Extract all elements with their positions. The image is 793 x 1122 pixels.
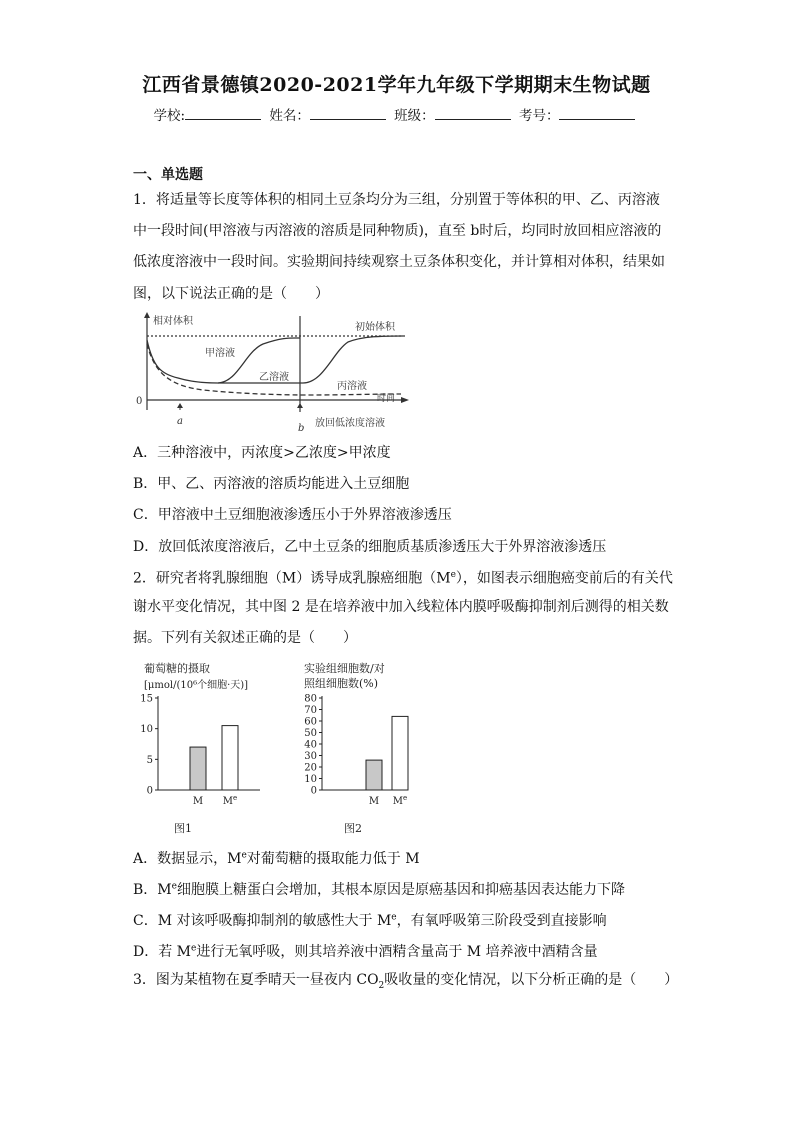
student-info-line (0, 104, 793, 124)
name-label: 姓名： (269, 108, 310, 124)
q1-option-a[interactable]: A．三种溶液中，丙浓度>乙浓度>甲浓度 (133, 445, 391, 461)
exam-no-blank[interactable] (559, 106, 635, 120)
q1-a-arrow (177, 403, 183, 408)
q1-option-d[interactable]: D．放回低浓度溶液后，乙中土豆条的细胞质基质渗透压大于外界溶液渗透压 (133, 539, 607, 555)
chart1-tick-label: 5 (146, 754, 153, 766)
q2-chart-1 (140, 658, 280, 838)
q2-option-b[interactable]: B．Me细胞膜上糖蛋白会增加，其根本原因是原癌基因和抑癌基因表达能力下降 (133, 881, 625, 898)
chart1-caption: 图1 (174, 822, 192, 835)
chart1-ylabel: [μmol/(10⁶个细胞·天)] (144, 680, 249, 691)
q1-initial-label: 初始体积 (355, 322, 395, 333)
q2-line-1: 2．研究者将乳腺细胞（M）诱导成乳腺癌细胞（Me），如图表示细胞癌变前后的有关代 (133, 570, 673, 587)
q1-xlabel: 时间 (377, 394, 396, 404)
chart1-bar-M (190, 747, 206, 790)
school-label: 学校: (153, 108, 186, 124)
chart2-bar-M (366, 760, 382, 790)
exam-no-label: 考号： (518, 108, 560, 124)
chart2-caption: 图2 (344, 822, 362, 835)
q1-zero: 0 (136, 396, 143, 407)
chart2-tick-label: 80 (304, 693, 317, 705)
chart1-tick-label: 0 (146, 785, 153, 797)
class-label: 班级： (394, 108, 435, 124)
q1-label-yi: 乙溶液 (259, 372, 289, 383)
chart2-tick-label: 20 (304, 762, 317, 774)
chart2-tick-label: 30 (304, 751, 317, 762)
chart2-tick-label: 40 (304, 739, 317, 751)
chart2-tick-label: 0 (310, 785, 317, 797)
q2-option-c[interactable]: C．M 对该呼吸酶抑制剂的敏感性大于 Me，有氧呼吸第三阶段受到直接影响 (133, 912, 607, 929)
q2-option-d[interactable]: D．若 Me进行无氧呼吸，则其培养液中酒精含量高于 M 培养液中酒精含量 (133, 943, 598, 960)
q1-label-bing: 丙溶液 (337, 381, 367, 392)
q1-label-jia: 甲溶液 (205, 348, 235, 359)
chart2-ylabel: 照组细胞数(%) (304, 677, 379, 690)
chart2-tick-label: 60 (304, 716, 317, 728)
chart2-tick-label: 70 (304, 705, 317, 716)
q1-y-arrow (144, 312, 150, 318)
q2-option-a[interactable]: A．数据显示，Me对葡萄糖的摄取能力低于 M (133, 850, 420, 867)
chart2-category-label: M (368, 796, 380, 807)
q1-ylabel: 相对体积 (153, 316, 193, 327)
chart1-bar-Me (222, 726, 238, 790)
q1-b-arrow (297, 403, 303, 408)
q1-option-c[interactable]: C．甲溶液中土豆细胞液渗透压小于外界溶液渗透压 (133, 507, 452, 523)
chart2-tick-label: 50 (304, 728, 317, 739)
q1-line-3: 低浓度溶液中一段时间。实验期间持续观察土豆条体积变化，并计算相对体积，结果如 (133, 254, 665, 270)
q2-line-3: 据。下列有关叙述正确的是（ ） (133, 630, 357, 646)
q1-option-b[interactable]: B．甲、乙、丙溶液的溶质均能进入土豆细胞 (133, 476, 410, 492)
q1-line-1: 1．将适量等长度等体积的相同土豆条均分为三组，分别置于等体积的甲、乙、丙溶液 (133, 192, 660, 208)
q2-chart-2 (300, 658, 440, 838)
q1-x-arrow (401, 397, 409, 403)
q1-figure (133, 312, 433, 434)
chart2-tick-label: 10 (304, 774, 317, 785)
chart2-bar-Me (392, 716, 408, 790)
chart2-title: 实验组细胞数/对 (304, 662, 385, 675)
page-title: 江西省景德镇2020-2021学年九年级下学期期末生物试题 (142, 74, 651, 96)
chart2-category-label: Me (392, 794, 408, 807)
q2-line-2: 谢水平变化情况，其中图 2 是在培养液中加入线粒体内膜呼吸酶抑制剂后测得的相关数 (133, 599, 669, 615)
name-blank[interactable] (310, 106, 386, 120)
q3-line-1: 3．图为某植物在夏季晴天一昼夜内 $CO_2$吸收量的变化情况，以下分析正确的是（ ） (133, 972, 679, 991)
q1-mark-a: a (177, 416, 183, 427)
section-heading: 一、单选题 (133, 167, 203, 183)
chart1-category-label: M (192, 796, 204, 807)
q1-line-4: 图，以下说法正确的是（ ） (133, 286, 329, 302)
chart1-tick-label: 15 (140, 693, 153, 705)
q1-mark-b: b (298, 423, 305, 434)
chart1-title: 葡萄糖的摄取 (144, 662, 210, 675)
class-blank[interactable] (435, 106, 511, 120)
chart1-tick-label: 10 (140, 724, 153, 736)
q1-return-label: 放回低浓度溶液 (315, 418, 385, 429)
chart1-category-label: Me (222, 794, 238, 807)
school-blank[interactable] (185, 106, 261, 120)
q1-line-2: 中一段时间(甲溶液与丙溶液的溶质是同种物质)，直至 b时后，均同时放回相应溶液的 (133, 223, 662, 239)
